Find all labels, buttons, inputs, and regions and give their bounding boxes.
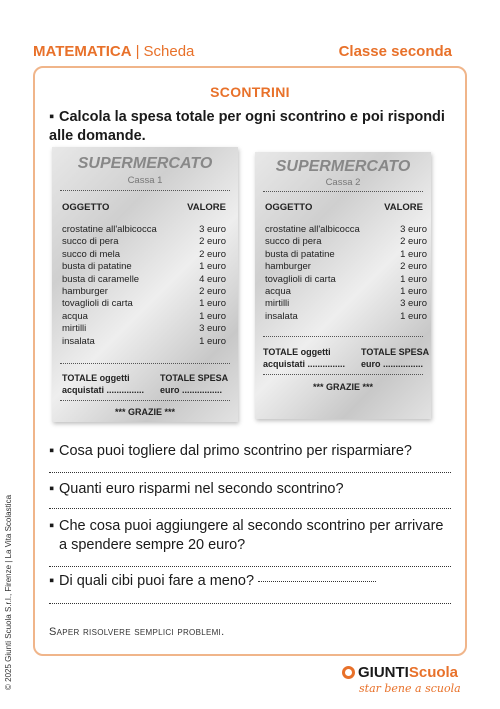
receipt-item-price: 1 euro	[400, 310, 427, 322]
column-header-value: VALORE	[187, 202, 226, 213]
receipt-store-name: SUPERMERCATO	[275, 158, 411, 175]
receipt-item-price: 3 euro	[199, 323, 226, 335]
bullet-icon: ▪	[49, 518, 55, 534]
receipt-item-price: 3 euro	[400, 298, 427, 310]
receipt-cassa-2	[255, 152, 431, 419]
question-2-text: Quanti euro risparmi nel secondo scontrino?	[59, 481, 344, 497]
receipt-item-name: hamburger	[265, 261, 311, 273]
receipt-item-price: 1 euro	[400, 286, 427, 297]
receipt-divider	[263, 191, 423, 192]
receipt-item-name: acqua	[62, 310, 88, 322]
receipt-store-name: SUPERMERCATO	[77, 155, 213, 172]
receipt-item-name: succo di mela	[62, 248, 121, 260]
publisher-logo	[358, 664, 458, 681]
receipt-divider	[60, 190, 230, 191]
receipt-item-price: 1 euro	[400, 248, 427, 260]
receipt-item-price: 1 euro	[400, 273, 427, 285]
answer-line[interactable]	[49, 566, 451, 567]
receipt-item-name: insalata	[265, 310, 298, 322]
copyright-notice: © 2025 Giunti Scuola S.r.l., Firenze | La Vita Scolastica	[4, 494, 13, 690]
question-3-continued: a spendere sempre 20 euro?	[59, 537, 246, 553]
sheet-type-label: Scheda	[143, 43, 195, 60]
total-spend	[361, 346, 429, 370]
receipt-item-name: insalata	[62, 335, 95, 347]
receipt-item-name: tovaglioli di carta	[265, 273, 336, 285]
receipt-cassa-1	[52, 147, 238, 422]
total-spend-label: TOTALE SPESA	[361, 347, 430, 357]
receipt-register: Cassa 2	[325, 177, 361, 188]
bullet-icon: ▪	[49, 443, 55, 459]
total-items-blank: acquistati ...............	[62, 385, 145, 395]
receipt-item-name: crostatine all'albicocca	[265, 224, 360, 235]
receipt-item-price: 2 euro	[199, 286, 226, 297]
question-2	[49, 480, 344, 499]
receipt-item-name: succo di pera	[62, 236, 119, 248]
receipt-item-name: tovaglioli di carta	[62, 298, 133, 310]
learning-objective: Saper risolvere semplici problemi.	[49, 626, 225, 638]
receipt-item-price: 1 euro	[199, 261, 226, 273]
receipt-item-price: 2 euro	[199, 248, 226, 260]
question-1-text: Cosa puoi togliere dal primo scontrino per risparmiare?	[59, 443, 412, 459]
question-3	[49, 517, 443, 536]
total-items-blank: acquistati ...............	[263, 359, 346, 369]
answer-line[interactable]	[49, 508, 451, 509]
receipt-item-price: 2 euro	[400, 261, 427, 273]
receipt-item-price: 3 euro	[199, 224, 226, 235]
instructions	[49, 108, 469, 146]
bullet-icon: ▪	[49, 109, 55, 125]
receipt-item-name: mirtilli	[62, 323, 87, 335]
answer-line-inline[interactable]	[258, 581, 376, 582]
answer-line[interactable]	[49, 472, 451, 473]
receipt-item-price: 1 euro	[199, 298, 226, 310]
receipt-divider	[60, 400, 230, 401]
logo-part-1: GIUNTI	[358, 664, 409, 681]
column-header-item: OGGETTO	[62, 202, 110, 213]
receipt-item-name: succo di pera	[265, 236, 322, 248]
receipt-divider	[60, 363, 230, 364]
receipt-item-name: crostatine all'albicocca	[62, 224, 157, 235]
total-spend-blank: euro ................	[361, 359, 424, 369]
total-spend-blank: euro ................	[160, 385, 223, 395]
column-header-item: OGGETTO	[265, 202, 313, 213]
question-1	[49, 442, 412, 461]
receipt-item-name: hamburger	[62, 286, 108, 297]
bullet-icon: ▪	[49, 573, 55, 589]
header-separator: |	[135, 43, 140, 60]
worksheet-title: SCONTRINI	[210, 84, 290, 100]
receipt-register: Cassa 1	[127, 175, 163, 186]
total-spend-label: TOTALE SPESA	[160, 373, 229, 383]
grade-label: Classe seconda	[338, 43, 452, 60]
giunti-logo-icon	[342, 666, 355, 679]
receipt-item-price: 4 euro	[199, 273, 226, 285]
total-items-label: TOTALE oggetti	[62, 373, 130, 383]
total-items-label: TOTALE oggetti	[263, 347, 331, 357]
subject-label: MATEMATICA	[33, 43, 132, 60]
question-4	[49, 572, 376, 591]
receipt-item-price: 1 euro	[199, 310, 226, 322]
total-items	[263, 346, 345, 370]
receipt-item-name: busta di caramelle	[62, 273, 140, 285]
receipt-item-name: busta di patatine	[62, 261, 132, 273]
bullet-icon: ▪	[49, 481, 55, 497]
question-3-text: Che cosa puoi aggiungere al secondo scontrino per arrivare	[59, 518, 444, 534]
receipt-thanks: *** GRAZIE ***	[114, 407, 176, 417]
logo-part-2: Scuola	[408, 664, 459, 681]
receipt-item-price: 3 euro	[400, 224, 427, 235]
receipt-item-name: busta di patatine	[265, 248, 335, 260]
answer-line[interactable]	[49, 603, 451, 604]
column-header-value: VALORE	[384, 202, 423, 213]
total-items	[62, 372, 144, 396]
receipt-divider	[263, 374, 423, 375]
receipt-item-price: 1 euro	[199, 335, 226, 347]
question-4-text: Di quali cibi puoi fare a meno?	[59, 573, 255, 589]
receipt-item-price: 2 euro	[400, 236, 427, 248]
instructions-text: Calcola la spesa totale per ogni scontrino e poi rispondi alle domande.	[49, 109, 445, 144]
total-spend	[160, 372, 228, 396]
receipt-divider	[263, 336, 423, 337]
receipt-item-price: 2 euro	[199, 236, 226, 248]
receipt-item-name: mirtilli	[265, 298, 290, 310]
header-subject	[33, 43, 194, 60]
publisher-tagline: star bene a scuola	[359, 682, 461, 695]
receipt-item-name: acqua	[265, 286, 291, 297]
receipt-thanks: *** GRAZIE ***	[312, 382, 374, 392]
